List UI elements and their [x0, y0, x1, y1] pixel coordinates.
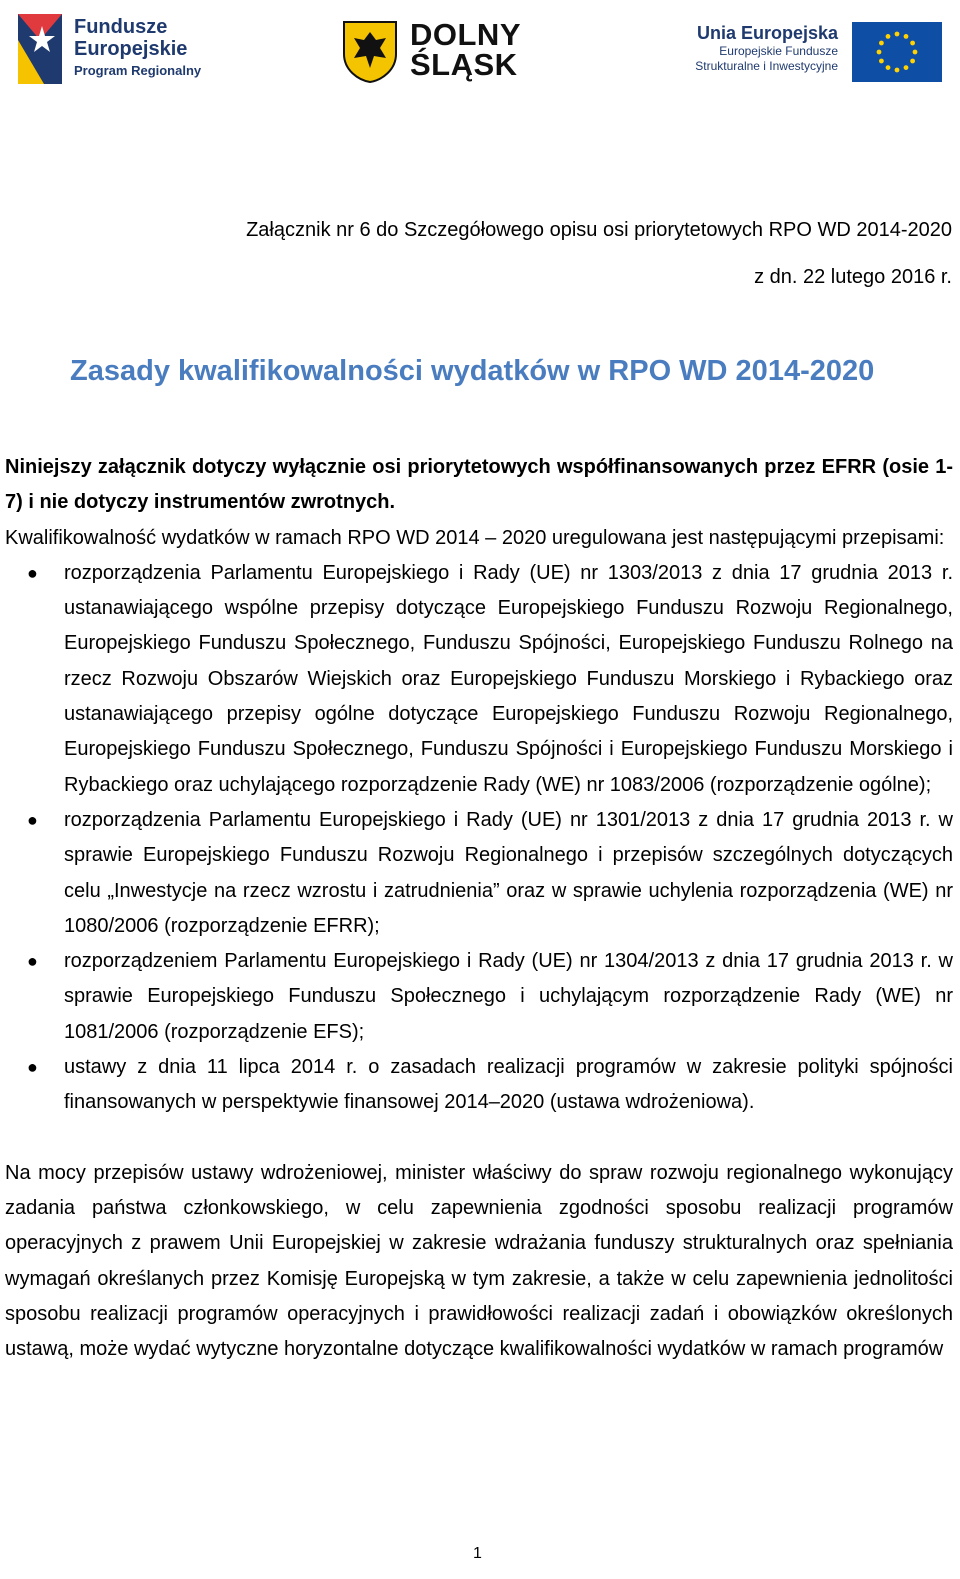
logo-subline: Program Regionalny	[74, 63, 202, 78]
list-item-text: ustawy z dnia 11 lipca 2014 r. o zasadach realizacji programów w zakresie polityki spójności finansowanych w perspektywie finansowej 2014–2020 (ustawa wdrożeniowa).	[64, 1056, 953, 1114]
list-item	[5, 556, 953, 803]
dolny-slask-logo	[340, 18, 540, 84]
dolny-slask-wordmark	[410, 17, 521, 82]
page-number: 1	[473, 1545, 482, 1562]
list-item	[5, 803, 953, 944]
body-paragraph: Na mocy przepisów ustawy wdrożeniowej, minister właściwy do spraw rozwoju regionalnego wykonujący zadania państwa członkowskiego, w celu zapewnienia zgodności sposobu realizacji programów operacyjnych z prawem Unii Europejskiej w zakresie wdrażania funduszy strukturalnych oraz spełniania wymagań określanych przez Komisję Europejską w tym zakresie, a także w celu zapewnienia jednolitości sposobu realizacji programów operacyjnych i prawidłowości realizacji zadań i obowiązków określonych ustawą, może wydać wytyczne horyzontalne dotyczące kwalifikowalności wydatków w ramach programów	[5, 1161, 953, 1361]
annex-date: z dn. 22 lutego 2016 r.	[754, 266, 952, 288]
annex-reference: Załącznik nr 6 do Szczegółowego opisu osi priorytetowych RPO WD 2014-2020	[246, 219, 952, 241]
document-body	[5, 450, 953, 1367]
unia-europejska-logo	[668, 18, 944, 84]
regulations-list	[5, 556, 953, 1121]
list-item-text: rozporządzenia Parlamentu Europejskiego i Rady (UE) nr 1303/2013 z dnia 17 grudnia 2013 r. ustanawiającego wspólne przepisy dotyczące Europejskiego Funduszu Rozwoju Regionalnego, Europejskiego Funduszu Społecznego, Funduszu Spójności, Europejskiego Funduszu Rolnego na rzecz Rozwoju Obszarów Wiejskich oraz Europejskiego Funduszu Morskiego i Rybackiego oraz ustanawiającego przepisy ogólne dotyczące Europejskiego Funduszu Rozwoju Regionalnego, Europejskiego Funduszu Społecznego, Funduszu Spójności i Europejskiego Funduszu Morskiego i Rybackiego oraz uchylającego rozporządzenie Rady (WE) nr 1083/2006 (rozporządzenie ogólne);	[64, 561, 953, 796]
document-title: Zasady kwalifikowalności wydatków w RPO WD 2014-2020	[70, 355, 875, 387]
fundusze-europejskie-wordmark	[74, 16, 201, 82]
logo-line: Europejskie	[74, 38, 188, 60]
logo-bar	[0, 0, 960, 100]
logo-line: DOLNY	[410, 17, 521, 52]
intro-paragraph: Niniejszy załącznik dotyczy wyłącznie osi priorytetowych współfinansowanych przez EFRR (osie 1-7) i nie dotyczy instrumentów zwrotnych.	[5, 456, 953, 514]
paragraph-spacer	[5, 1121, 953, 1156]
unia-europejska-wordmark	[668, 22, 838, 74]
bullet-icon: ●	[27, 809, 38, 830]
logo-line: Fundusze	[74, 16, 168, 38]
logo-title: Unia Europejska	[696, 23, 838, 43]
fundusze-europejskie-emblem-icon	[14, 10, 70, 88]
bullet-icon: ●	[27, 951, 38, 972]
lead-paragraph: Kwalifikowalność wydatków w ramach RPO WD 2014 – 2020 uregulowana jest następującymi przepisami:	[5, 526, 945, 549]
bullet-icon: ●	[27, 1057, 38, 1078]
list-item-text: rozporządzenia Parlamentu Europejskiego i Rady (UE) nr 1301/2013 z dnia 17 grudnia 2013 r. w sprawie Europejskiego Funduszu Rozwoju Regionalnego i przepisów szczególnych dotyczących celu „Inwestycje na rzecz wzrostu i zatrudnienia” oraz w sprawie uchylenia rozporządzenia (WE) nr 1080/2006 (rozporządzenie EFRR);	[64, 808, 953, 937]
eagle-shield-icon	[340, 18, 400, 84]
eu-flag-icon	[852, 22, 942, 82]
logo-line: ŚLĄSK	[410, 47, 518, 82]
list-item	[5, 1050, 953, 1121]
bullet-icon: ●	[27, 562, 38, 583]
list-item	[5, 944, 953, 1050]
list-item-text: rozporządzeniem Parlamentu Europejskiego i Rady (UE) nr 1304/2013 z dnia 17 grudnia 2013 r. w sprawie Europejskiego Funduszu Społecznego i uchylającym rozporządzenie Rady (WE) nr 1081/2006 (rozporządzenie EFS);	[64, 950, 953, 1043]
logo-subline: Europejskie Fundusze	[719, 44, 838, 58]
fundusze-europejskie-logo	[14, 10, 214, 88]
logo-subline: Strukturalne i Inwestycyjne	[695, 59, 838, 73]
